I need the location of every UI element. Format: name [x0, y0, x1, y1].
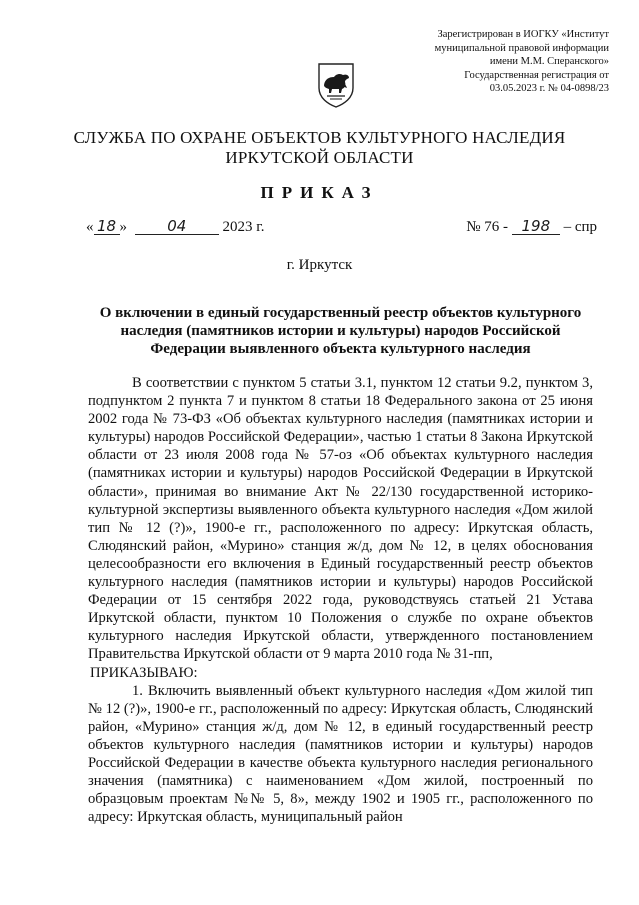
date-close-quote: »: [119, 219, 127, 235]
date-month: 04: [135, 218, 219, 235]
date-year: 2023 г.: [222, 219, 265, 235]
document-type: ПРИКАЗ: [260, 183, 379, 202]
registration-line: муниципальной правовой информации: [434, 42, 609, 54]
organization-line: СЛУЖБА ПО ОХРАНЕ ОБЪЕКТОВ КУЛЬТУРНОГО НАСЛЕДИЯ: [73, 128, 566, 147]
registration-stamp: [369, 28, 609, 96]
irkutsk-coat-of-arms-icon: [316, 60, 356, 108]
date-open-quote: «: [86, 219, 94, 235]
order-word: ПРИКАЗЫВАЮ:: [90, 664, 198, 681]
order-item-1: 1. Включить выявленный объект культурного наследия «Дом жилой тип № 12 (?)», 1900-е гг., расположенный по адресу: Иркутская область, Слюдянский район, «Мурино» станция ж/д, дом № 12, в единый государственный реестр объектов культурного наследия (памятников истории и культуры) народов Российской Федерации в качестве объекта культурного наследия регионального значения (памятника) с наименованием «Дом жилой, построенный по образцовым проектам №№ 5, 8», между 1902 и 1905 гг., расположенного по адресу: Иркутская область, муниципальный район: [88, 682, 593, 826]
organization-name: [0, 128, 639, 168]
number-prefix: № 76 -: [466, 219, 509, 235]
date-day: 18: [94, 218, 120, 235]
number-suffix: – спр: [563, 219, 597, 235]
number-handwritten: 198: [512, 218, 560, 235]
registration-line: Государственная регистрация от: [464, 69, 609, 81]
order-number: [466, 218, 597, 236]
registration-line: 03.05.2023 г. № 04-0898/23: [489, 83, 609, 94]
city: г. Иркутск: [286, 257, 353, 273]
order-date: [86, 218, 264, 236]
registration-line: имени М.М. Сперанского»: [489, 56, 609, 67]
registration-line: Зарегистрирован в ИОГКУ «Институт: [437, 29, 609, 40]
order-body: [88, 374, 593, 826]
preamble-paragraph: В соответствии с пунктом 5 статьи 3.1, пунктом 12 статьи 9.2, пунктом 3, подпунктом 2 пункта 7 и пунктом 8 статьи 18 Федерального закона от 25 июня 2002 года № 73-ФЗ «Об объектах культурного наследия (памятниках истории и культуры) народов Российской Федерации», частью 1 статьи 8 Закона Иркутской области от 23 июля 2008 года № 57-оз «Об объектах культурного наследия (памятниках истории и культуры) народов Российской Федерации в Иркутской области», принимая во внимание Акт № 22/130 государственной историко-культурной экспертизы выявленного объекта культурного наследия «Дом жилой тип № 12 (?)», 1900-е гг., расположенного по адресу: Иркутская область, Слюдянский район, «Мурино» станция ж/д, дом № 12, в целях обоснования целесообразности его включения в Единый государственный реестр объектов культурного наследия (памятников истории и культуры) народов Российской Федерации от 15 сентября 2022 года, руководствуясь статьей 21 Устава Иркутской области, пунктом 10 Положения о службе по охране объектов культурного наследия Иркутской области, утвержденного постановлением Правительства Иркутской области от 9 марта 2010 года № 31-пп,: [88, 375, 593, 663]
order-heading: О включении в единый государственный реестр объектов культурного наследия (памятников истории и культуры) народов Российской Федерации выявленного объекта культурного наследия: [99, 305, 582, 357]
organization-line: ИРКУТСКОЙ ОБЛАСТИ: [225, 148, 414, 167]
